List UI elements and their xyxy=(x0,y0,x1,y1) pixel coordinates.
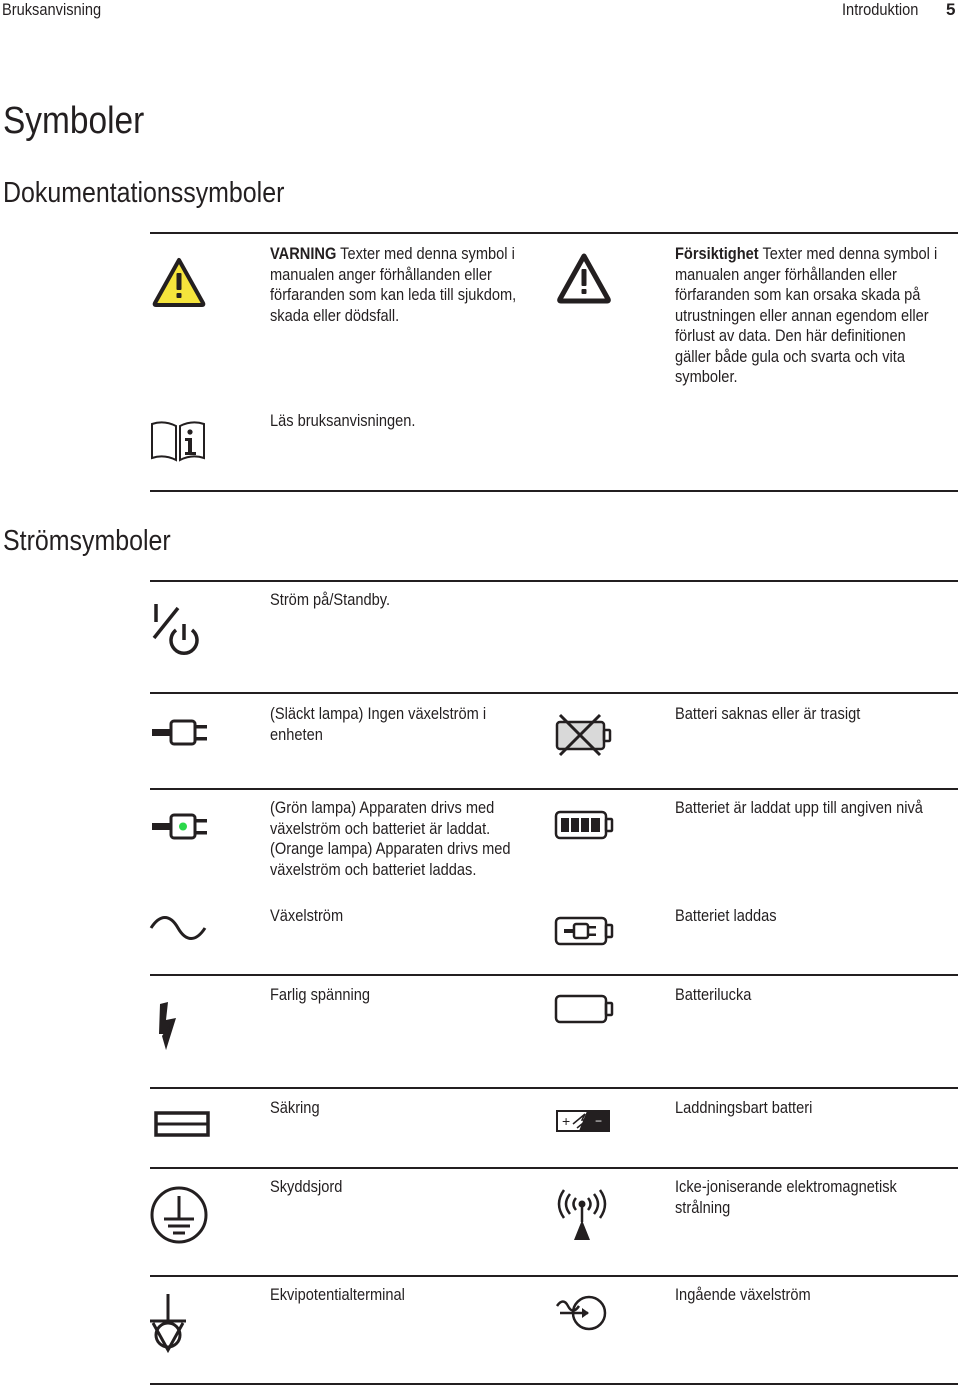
manual-text: Läs bruksanvisningen. xyxy=(270,411,416,430)
battery-full-text: Batteriet är laddat upp till angiven nivå xyxy=(675,798,923,817)
protective-earth-text: Skyddsjord xyxy=(270,1177,343,1196)
caution-text: Försiktighet Texter med denna symbol i manualen anger förhållanden eller förfaranden som kan orsaka skada på utrustningen eller annan egendom eller förlust av data. Den här definitionen gäller både gula och svarta och vita symboler. xyxy=(675,244,938,386)
ac-input-text: Ingående växelström xyxy=(675,1285,811,1304)
ac-plug-green-lamp-icon xyxy=(150,812,210,842)
rule-row-6 xyxy=(150,1275,958,1277)
battery-missing-text: Batteri saknas eller är trasigt xyxy=(675,704,861,723)
ac-input-icon xyxy=(554,1294,610,1334)
rule-row-3 xyxy=(150,974,958,976)
ac-plug-off-icon xyxy=(150,718,210,748)
protective-earth-icon xyxy=(150,1186,210,1246)
rule-power-top xyxy=(150,580,958,582)
power-section-heading: Strömsymboler xyxy=(3,525,171,557)
warning-term: VARNING xyxy=(270,244,337,263)
rechargeable-text: Laddningsbart batteri xyxy=(675,1098,813,1117)
manual-book-icon xyxy=(150,420,206,462)
battery-door-text: Batterilucka xyxy=(675,985,752,1004)
rule-row-5 xyxy=(150,1167,958,1169)
equipotential-text: Ekvipotentialterminal xyxy=(270,1285,405,1304)
no-ac-text: (Släckt lampa) Ingen växelström i enheten xyxy=(270,704,487,744)
rule-row-1 xyxy=(150,692,958,694)
rule-doc-bottom xyxy=(150,490,958,492)
power-standby-icon xyxy=(150,602,204,662)
caution-icon xyxy=(556,252,612,304)
fuse-text: Säkring xyxy=(270,1098,320,1117)
ac-wave-icon xyxy=(150,914,206,944)
non-ionizing-text: Icke-joniserande elektromagnetisk strålning xyxy=(675,1177,897,1217)
warning-yellow-icon xyxy=(151,256,207,308)
svg-text:−: − xyxy=(595,1114,603,1128)
battery-charging-text: Batteriet laddas xyxy=(675,906,777,925)
running-header-section: Introduktion xyxy=(842,0,919,19)
warning-text: VARNING Texter med denna symbol i manualen anger förhållanden eller förfaranden som kan leda till sjukdom, skada eller dödsfall. xyxy=(270,244,517,325)
battery-full-icon xyxy=(554,810,614,840)
green-lamp-text: (Grön lampa) Apparaten drivs med växelström och batteriet är laddat. (Orange lampa) Apparaten drivs med växelström och batteriet laddas. xyxy=(270,798,511,879)
battery-charging-icon xyxy=(554,916,614,946)
svg-text:+: + xyxy=(562,1113,571,1129)
battery-missing-icon xyxy=(554,713,614,757)
rule-row-2 xyxy=(150,788,958,790)
page-number: 5 xyxy=(946,0,956,19)
non-ionizing-radiation-icon xyxy=(554,1186,614,1242)
hazardous-voltage-text: Farlig spänning xyxy=(270,985,370,1004)
high-voltage-icon xyxy=(156,1000,180,1052)
rechargeable-battery-icon xyxy=(555,1108,615,1134)
battery-door-icon xyxy=(554,994,614,1024)
page-title: Symboler xyxy=(3,100,145,142)
rule-doc-top xyxy=(150,232,958,234)
fuse-icon xyxy=(154,1110,210,1138)
running-header-title: Bruksanvisning xyxy=(2,0,102,19)
rule-row-4 xyxy=(150,1087,958,1089)
ac-text: Växelström xyxy=(270,906,344,925)
standby-text: Ström på/Standby. xyxy=(270,590,391,609)
rule-bottom xyxy=(150,1383,958,1385)
doc-section-heading: Dokumentationssymboler xyxy=(3,177,285,209)
caution-term: Försiktighet xyxy=(675,244,759,263)
equipotential-icon xyxy=(148,1294,188,1356)
